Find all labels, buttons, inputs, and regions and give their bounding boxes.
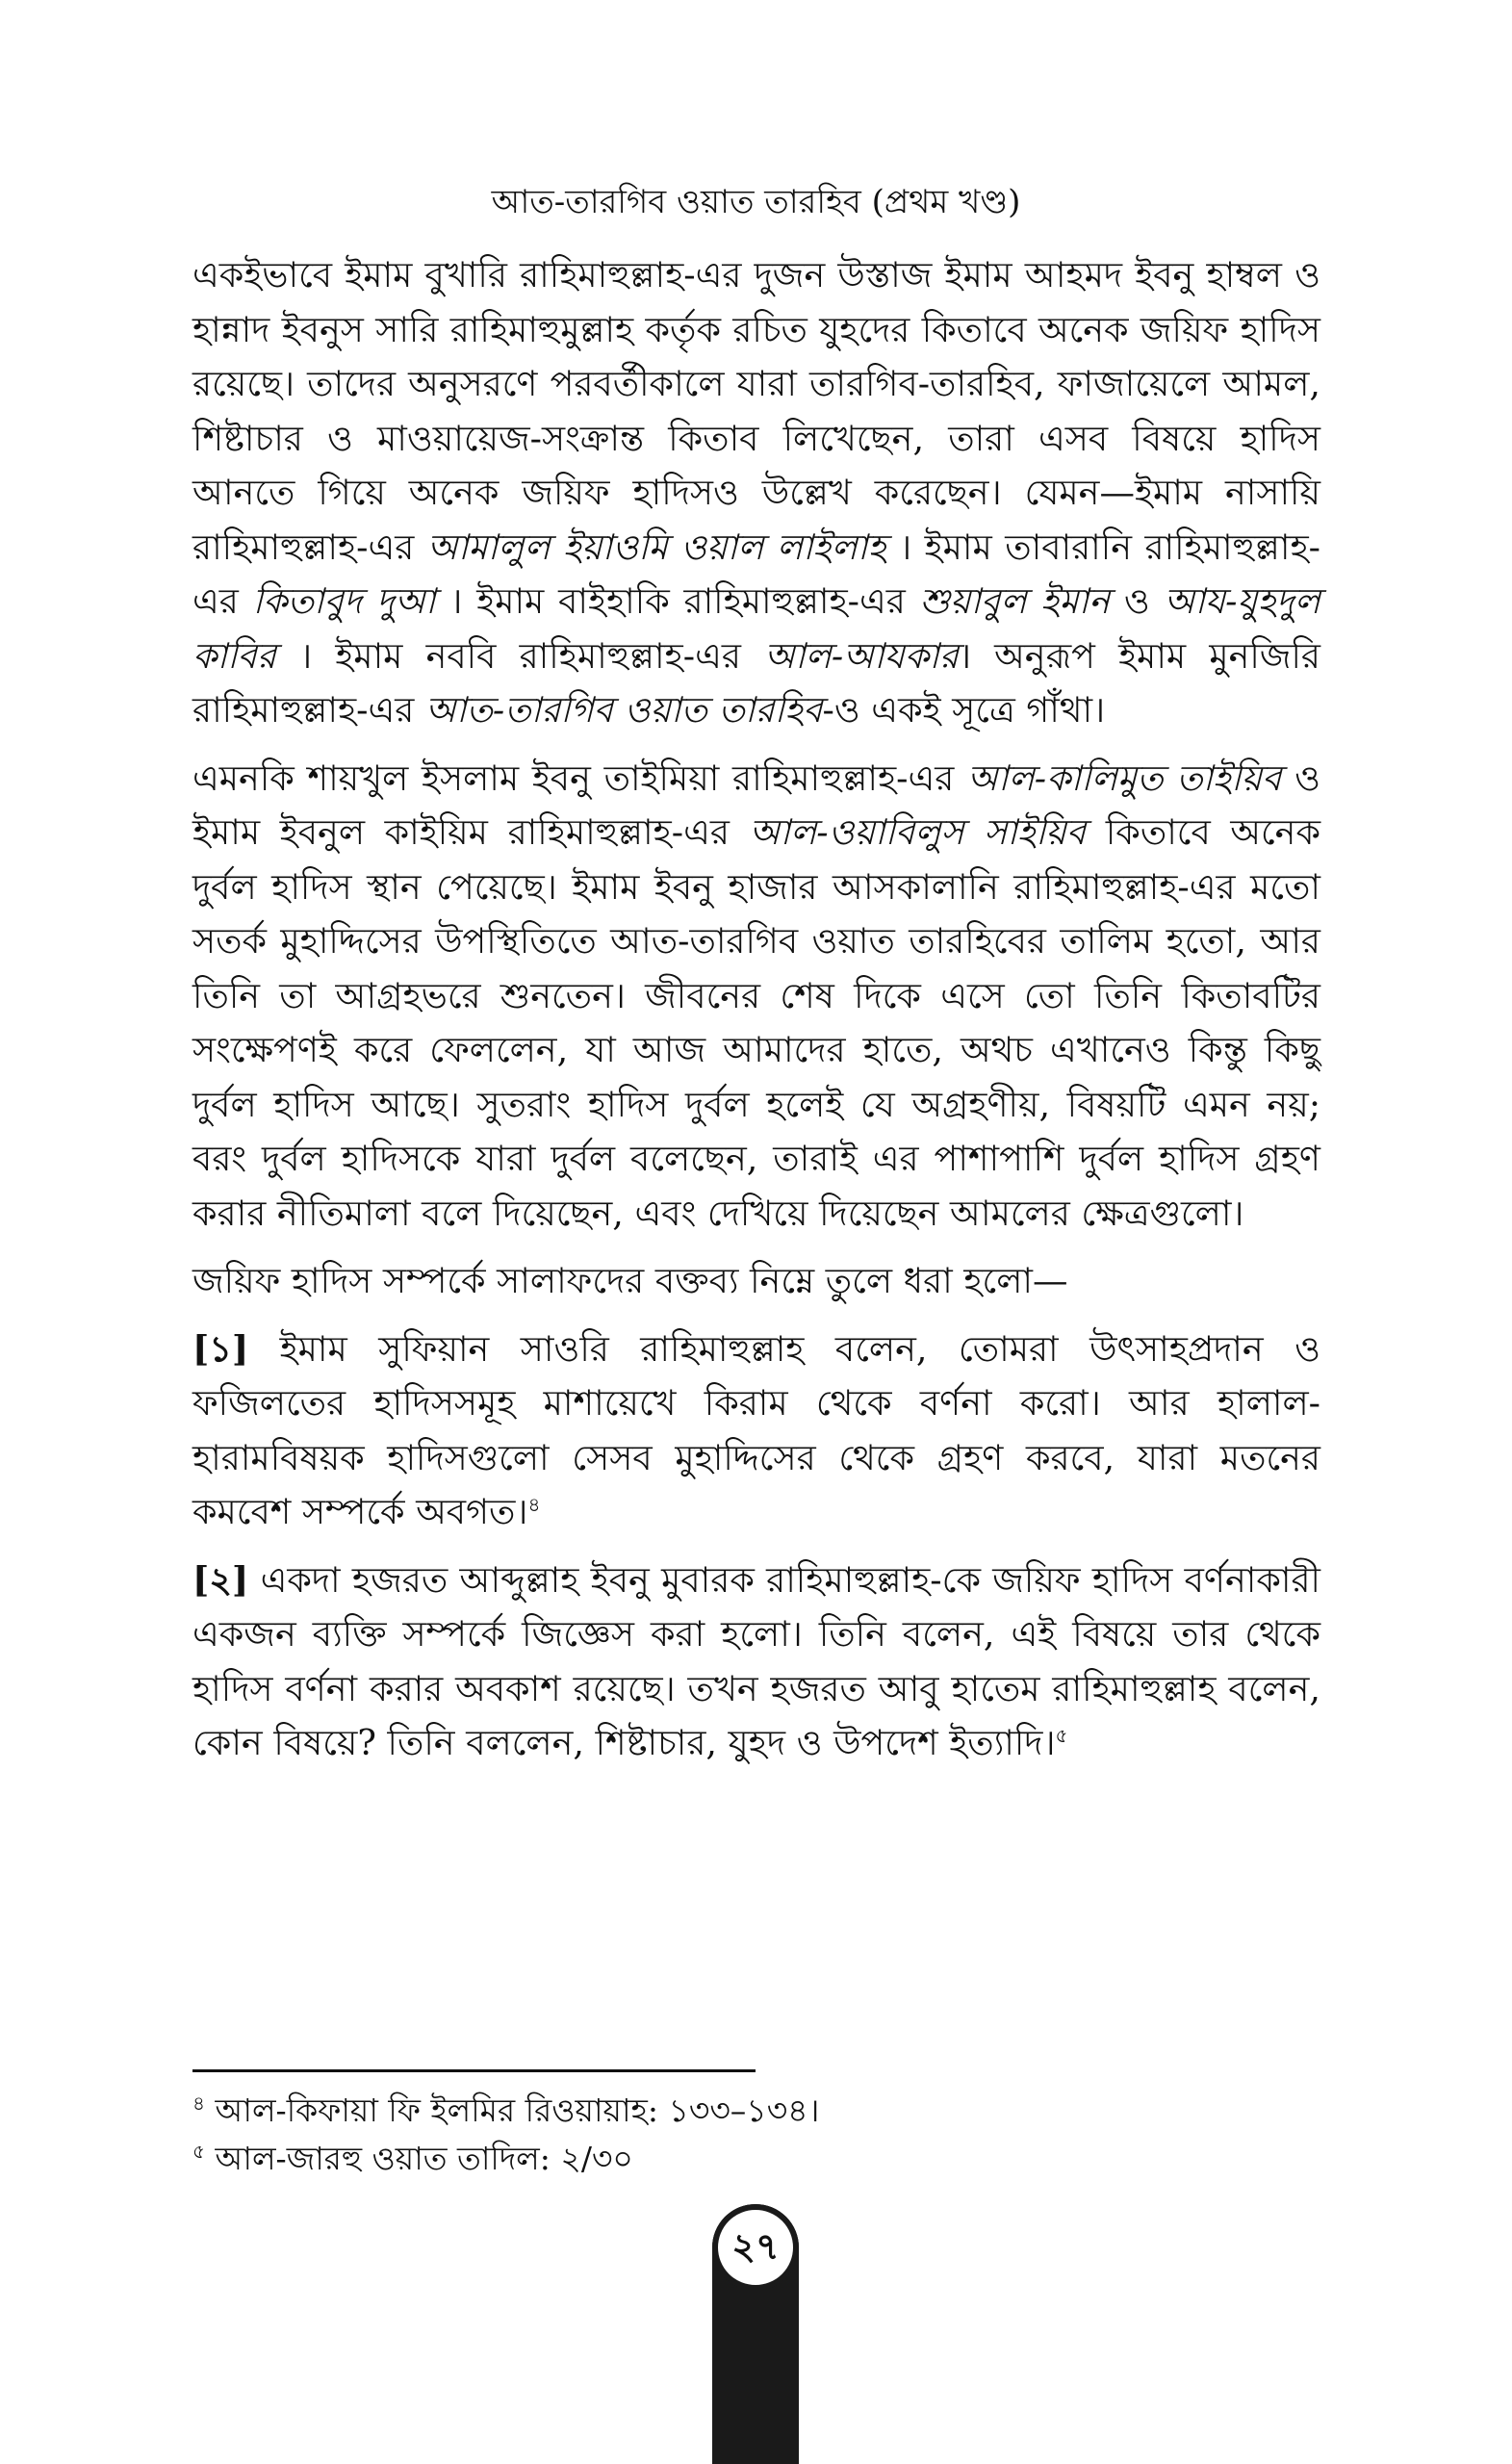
item-number: [১] [192,1327,249,1370]
book-title: আমালুল ইয়াওমি ওয়াল লাইলাহ [426,526,886,568]
footnote-item: $^৫$ আল-জারহু ওয়াত তাদিল: ২/৩০ [192,2140,633,2177]
paragraph-5: [২] একদা হজরত আব্দুল্লাহ ইবনু মুবারক রাহিমাহুল্লাহ-কে জয়িফ হাদিস বর্ণনাকারী একজন ব্যক্তি সম্পর্কে জিজ্ঞেস করা হলো। তিনি বলেন, এই বিষয়ে তার থেকে হাদিস বর্ণনা করার অবকাশ রয়েছে। তখন হজরত আবু হাতেম রাহিমাহুল্লাহ বলেন, কোন বিষয়ে? তিনি বললেন, শিষ্টাচার, যুহদ ও উপদেশ ইত্যাদি।$^৫$ [192,1558,1320,1763]
footnote-divider [192,2069,756,2072]
item-number: [২] [192,1558,249,1601]
footnotes [192,2087,1320,2183]
footnote-ref[interactable]: ৫ [1055,1723,1068,1747]
book-title: আল-ওয়াবিলুস সাইয়িব [749,811,1087,853]
paragraph-3: জয়িফ হাদিস সম্পর্কে সালাফদের বক্তব্য নিম্নে তুলে ধরা হলো— [192,1260,1068,1301]
book-title: আয-যুহদুল কাবির [192,580,1320,677]
paragraph-2: এমনকি শায়খুল ইসলাম ইবনু তাইমিয়া রাহিমাহুল্লাহ-এর আল-কালিমুত তাইয়িব ও ইমাম ইবনুল কাইয়িম রাহিমাহুল্লাহ-এর আল-ওয়াবিলুস সাইয়িব কিতাবে অনেক দুর্বল হাদিস স্থান পেয়েছে। ইমাম ইবনু হাজার আসকালানি রাহিমাহুল্লাহ-এর মতো সতর্ক মুহাদ্দিসের উপস্থিতিতে আত-তারগিব ওয়াত তারহিবের তালিম হতো, আর তিনি তা আগ্রহভরে শুনতেন। জীবনের শেষ দিকে এসে তো তিনি কিতাবটির সংক্ষেপণই করে ফেললেন, যা আজ আমাদের হাতে, অথচ এখানেও কিন্তু কিছু দুর্বল হাদিস আছে। সুতরাং হাদিস দুর্বল হলেই যে অগ্রহণীয়, বিষয়টি এমন নয়; বরং দুর্বল হাদিসকে যারা দুর্বল বলেছেন, তারাই এর পাশাপাশি দুর্বল হাদিস গ্রহণ করার নীতিমালা বলে দিয়েছেন, এবং দেখিয়ে দিয়েছেন আমলের ক্ষেত্রগুলো। [192,757,1320,1234]
book-title: আত-তারগিব ওয়াত তারহিব [424,689,823,731]
book-title: আল-আযকার [764,634,959,677]
book-title: শুয়াবুল ইমান [919,580,1111,622]
book-title: কিতাবুদ দুআ [252,580,436,622]
main-text [192,248,1320,1784]
paragraph-4: [১] ইমাম সুফিয়ান সাওরি রাহিমাহুল্লাহ বলেন, তোমরা উৎসাহপ্রদান ও ফজিলতের হাদিসসমূহ মাশায়েখে কিরাম থেকে বর্ণনা করো। আর হালাল-হারামবিষয়ক হাদিসগুলো সেসব মুহাদ্দিসের থেকে গ্রহণ করবে, যারা মতনের কমবেশ সম্পর্কে অবগত।$^৪$ [192,1327,1320,1532]
footnote-item: $^৪$ আল-কিফায়া ফি ইলমির রিওয়ায়াহ: ১৩৩–১৩৪। [192,2092,820,2129]
paragraph-1: একইভাবে ইমাম বুখারি রাহিমাহুল্লাহ-এর দুজন উস্তাজ ইমাম আহমদ ইবনু হাম্বল ও হান্নাদ ইবনুস সারি রাহিমাহুমুল্লাহ কর্তৃক রচিত যুহদের কিতাবে অনেক জয়িফ হাদিস রয়েছে। তাদের অনুসরণে পরবর্তীকালে যারা তারগিব-তারহিব, ফাজায়েলে আমল, শিষ্টাচার ও মাওয়ায়েজ-সংক্রান্ত কিতাব লিখেছেন, তারা এসব বিষয়ে হাদিস আনতে গিয়ে অনেক জয়িফ হাদিসও উল্লেখ করেছেন। যেমন—ইমাম নাসায়ি রাহিমাহুল্লাহ-এর আমালুল ইয়াওমি ওয়াল লাইলাহ । ইমাম তাবারানি রাহিমাহুল্লাহ-এর কিতাবুদ দুআ । ইমাম বাইহাকি রাহিমাহুল্লাহ-এর শুয়াবুল ইমান ও আয-যুহদুল কাবির । ইমাম নববি রাহিমাহুল্লাহ-এর আল-আযকার। অনুরূপ ইমাম মুনজিরি রাহিমাহুল্লাহ-এর আত-তারগিব ওয়াত তারহিব-ও একই সূত্রে গাঁথা। [192,254,1320,731]
footnote-ref[interactable]: ৪ [527,1492,541,1516]
footnote-mark: ৪ [192,2092,205,2115]
footnote-mark: ৫ [192,2140,205,2163]
page-number: ২৭ [712,2204,799,2291]
book-title: আল-কালিমুত তাইয়িব [967,757,1282,799]
running-header: আত-তারগিব ওয়াত তারহিব (প্রথম খণ্ড) [491,183,1021,221]
